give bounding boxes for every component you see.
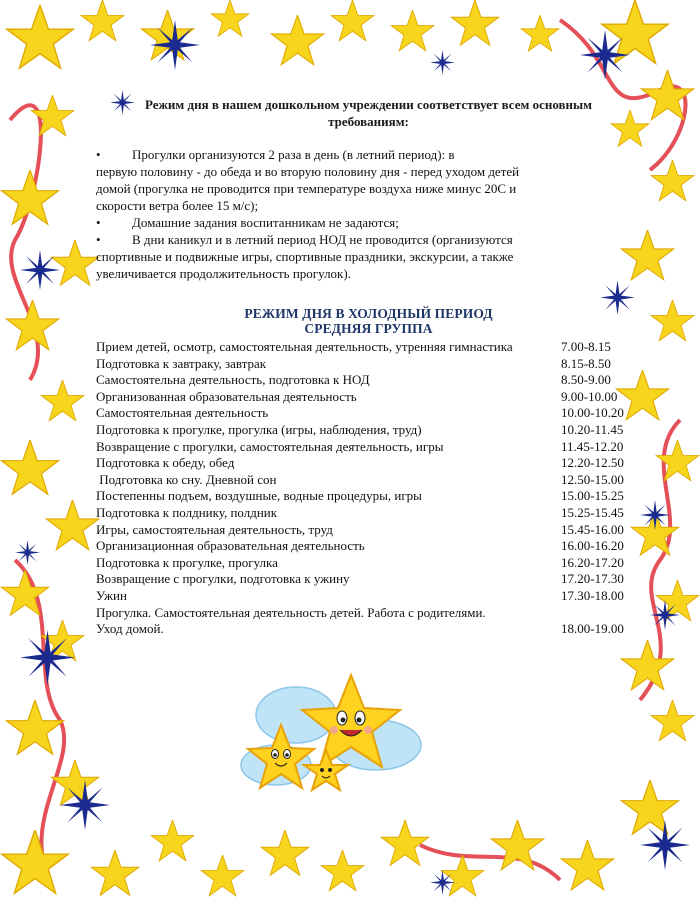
table-row: Самостоятельна деятельность, подготовка к НОД 8.50-9.00 [96,372,611,388]
table-row: Подготовка к обеду, обед 12.20-12.50 [96,455,624,471]
table-row: Подготовка ко сну. Дневной сон 12.50-15.00 [96,471,624,487]
table-row: Подготовка к полднику, полдник 15.25-15.45 [96,504,624,520]
smiling-stars-illustration [236,670,426,800]
table-row: Подготовка к завтраку, завтрак 8.15-8.50 [96,355,611,371]
table-row: Организованная образовательная деятельность 9.00-10.00 [96,388,618,404]
table-row: Возвращение с прогулки, подготовка к ужину 17.20-17.30 [96,571,624,587]
schedule-title: РЕЖИМ ДНЯ В ХОЛОДНЫЙ ПЕРИОД СРЕДНЯЯ ГРУППА [244,306,493,336]
table-row: Игры, самостоятельная деятельность, труд 15.45-16.00 [96,521,624,537]
table-row: Организационная образовательная деятельность 16.00-16.20 [96,538,624,554]
table-row: Подготовка к прогулке, прогулка 16.20-17.20 [96,554,624,570]
intro-title: Режим дня в нашем дошкольном учреждении соответствует всем основным требованиям: [144,97,593,129]
table-row: Самостоятельная деятельность 10.00-10.20 [96,405,624,421]
bullet-list [96,146,641,282]
list-item: • Домашние задания воспитанникам не задаются; [96,215,399,230]
table-row: Постепенны подъем, воздушные, водные процедуры, игры 15.00-15.25 [96,488,624,504]
table-row: Прием детей, осмотр, самостоятельная деятельность, утренняя гимнастика 7.00-8.15 [96,339,611,354]
table-row: Прогулка. Самостоятельная деятельность детей. Работа с родителями. [96,604,486,620]
document-body [96,96,641,638]
table-row: Уход домой. 18.00-19.00 [96,621,624,637]
table-row: Ужин 17.30-18.00 [96,587,624,603]
schedule-table [96,339,641,638]
table-row: Возвращение с прогулки, самостоятельная деятельность, игры 11.45-12.20 [96,438,624,454]
list-item: • В дни каникул и в летний период НОД не проводится (организуются спортивные и подвижные игры, спортивные праздники, экскурсии, а также увеличивается продолжительность прогулок). [96,232,514,281]
table-row: Подготовка к прогулке, прогулка (игры, наблюдения, труд) 10.20-11.45 [96,421,624,437]
list-item: • Прогулки организуются 2 раза в день (в летний период): в первую половину - до обеда и во вторую половину дня - перед уходом детей домой (прогулка не проводится при температуре воздуха ниже минус 20С и скорости ветра более 15 м/с); [96,147,520,213]
